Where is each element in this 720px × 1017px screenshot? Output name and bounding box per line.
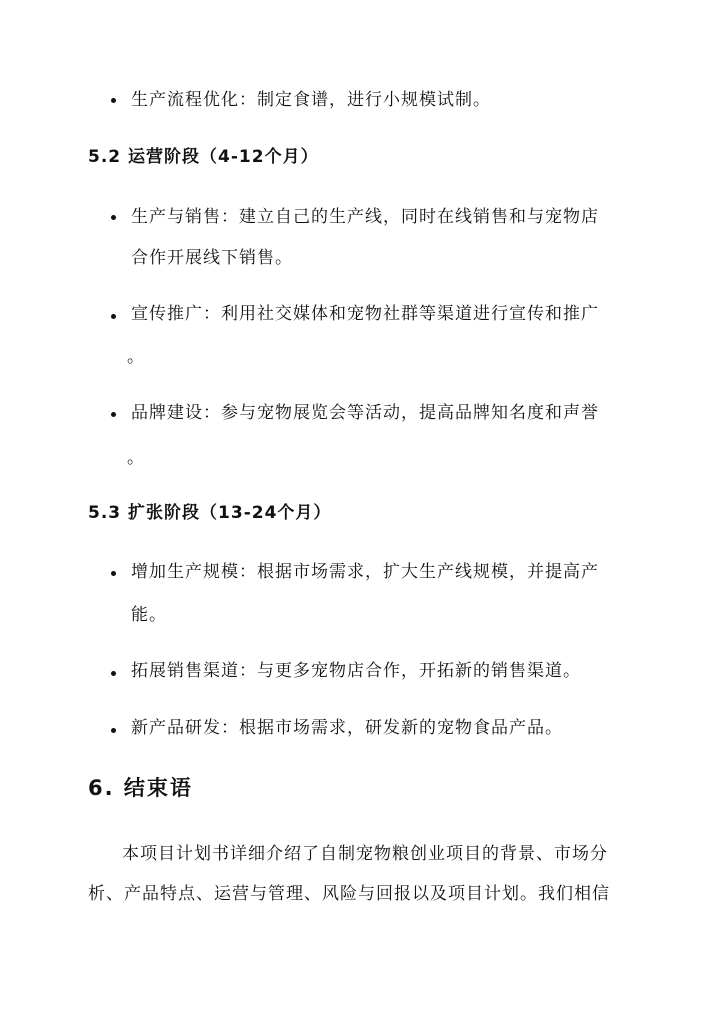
bullet-dot (111, 215, 116, 220)
section-heading-5-2: 5.2 运营阶段（4-12个月） (88, 147, 319, 167)
paragraph-line: 本项目计划书详细介绍了自制宠物粮创业项目的背景、市场分 (122, 844, 608, 864)
bullet-dot (111, 571, 116, 576)
bullet-dot (111, 671, 116, 676)
list-item-text-continued: 合作开展线下销售。 (131, 248, 293, 268)
list-item-text: 生产流程优化：制定食谱，进行小规模试制。 (131, 90, 491, 110)
section-heading-5-3: 5.3 扩张阶段（13-24个月） (88, 503, 332, 523)
list-item-text: 生产与销售：建立自己的生产线，同时在线销售和与宠物店 (131, 207, 599, 227)
list-item-text-continued: 能。 (131, 605, 167, 625)
list-item-text: 拓展销售渠道：与更多宠物店合作，开拓新的销售渠道。 (131, 661, 581, 681)
list-item-text: 品牌建设：参与宠物展览会等活动，提高品牌知名度和声誉 (131, 403, 599, 423)
section-heading-6: 6. 结束语 (88, 776, 193, 800)
list-item-text: 新产品研发：根据市场需求，研发新的宠物食品产品。 (131, 718, 563, 738)
list-item-text: 宣传推广：利用社交媒体和宠物社群等渠道进行宣传和推广 (131, 304, 599, 324)
list-item-text-continued: 。 (127, 347, 145, 367)
bullet-dot (111, 314, 116, 319)
bullet-dot (111, 412, 116, 417)
bullet-dot (111, 98, 116, 103)
list-item-text-continued: 。 (127, 448, 145, 468)
bullet-dot (111, 728, 116, 733)
paragraph-line: 析、产品特点、运营与管理、风险与回报以及项目计划。我们相信 (88, 884, 610, 904)
list-item-text: 增加生产规模：根据市场需求，扩大生产线规模，并提高产 (131, 562, 599, 582)
